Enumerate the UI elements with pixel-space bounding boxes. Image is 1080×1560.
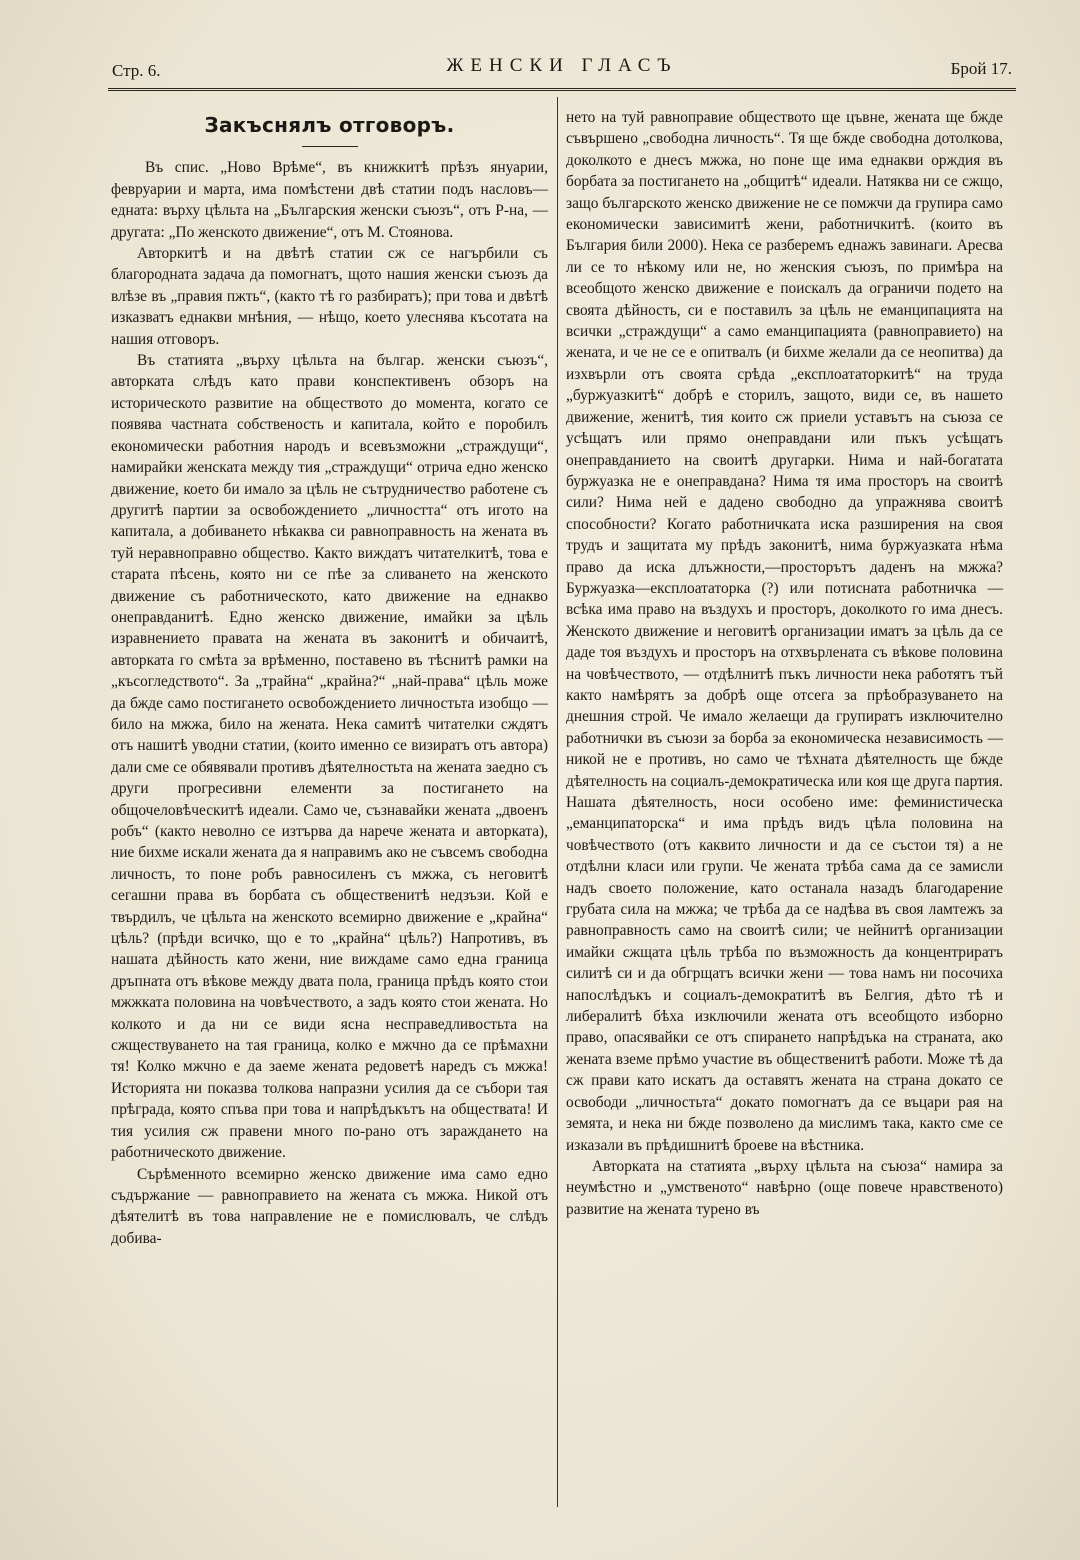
column-divider — [557, 97, 558, 1507]
header-rule — [108, 88, 1016, 91]
page-number: Стр. 6. — [112, 61, 161, 80]
left-column — [111, 105, 548, 1249]
paragraph: Въ спис. „Ново Врѣме“, въ книжкитѣ прѣзъ януарии, февруарии и марта, има помѣстени двѣ статии подъ насловъ—едната: върху цѣльта на „Българския женски съюзъ“, отъ Р-на, — другата: „По женското движение“, отъ М. Стоянова. — [111, 159, 548, 241]
paragraph: нето на туй равноправие обществото ще цъвне, жената ще бжде съвършено „свободна личность“. Тя ще бжде свободна дотолкова, доколкото е днесъ мжжа, но поне ще има еднакви орждия въ борбата за постигането на „общитѣ“ идеали. Натяква ни се сжщо, защо българското женско движение не се помжчи да групира само економически зависимитѣ жени, работничкитѣ. (които въ България били 2000). Нека се разберемъ еднажъ завинаги. Арeсва ли се то нѣкому или не, но женския съюзъ, по примѣра на всеобщото женско движение е поискалъ да ограничи подето на своята дѣйность, си е поставилъ за цѣль не еманципацията на всички „страждущи“ а само еманципацията (равноправието) на жената, и че не се е опитвалъ (и бихме желали да се неопитва) да изхвърли отъ своята срѣда „експлоататоркитѣ“ на труда „буржуазкитѣ“ добрѣ е сторилъ, защото, види се, въ нашето движение, женитѣ, тия които сж приели уставътъ на съюза се усѣщатъ или прямо онеправдани или пъкъ усѣщатъ онеправданието на своитѣ другарки. Нима и най-богатата буржуазка не е онеправдана? Нима тя има просторъ на своитѣ сили? Нима ней е дадено свободно да упражнява своитѣ способности? Когато работничката иска разширения на своя трудъ и защитата му прѣдъ законитѣ, нима буржуазката нѣма право да иска длъжности,—просторътъ даденъ на мжжа? Буржуазка—експлоататорка (?) или потиснатa работничка — всѣка има право на въздухъ и просторъ, доколкото го има днесъ. Женското движение и неговитѣ организации иматъ за цѣль да се даде тоя въздухъ и просторъ на отхвърлената съ вѣкове половина на човѣчеството, — отдѣлнитѣ пъкъ личности нека работятъ тъй както намѣрятъ за добрѣ още отсега за прѣобразуването на днешния строй. Че имало желаещи да групиратъ изключително работнички въ съюзи за борба за економическа независимость — никой не е противъ, но само че тѣхната дѣятелность ще бжде дѣятелность на социалъ-демократическа или коя ще друга партия. Нашата дѣятелность, носи особено име: феминистическа „еманципаторска“ и има прѣдъ видъ цѣла половина на човѣчеството (отъ каквито личности и да се състои тя) а не отдѣлни класи или групи. Че жената трѣба сама да се замисли надъ своето положение, като останала назадъ благодарение грубата сила на мжжа; че трѣба да се надѣва въ своя ламтежъ за равноправность само на своитѣ сили; че нейнитѣ организации имайки сжщата цѣль трѣба по възможность да концентриратъ силитѣ си и да обгрщатъ всички жени — това намъ ни посочиха напослѣдъкъ и социалъ-демократитѣ въ Белгия, дѣто тѣ и либералитѣ бѣха изключили жената отъ всеобщото изборно право, опасявайки се отъ спирането напрѣдъка на страната, ако жената взeме прѣмо участие въ общественитѣ работи. Може тѣ да сж прави като искатъ да оставятъ жената на страна докато се освободи „личностьта“ докато помогнатъ да се въцари рая на земята, и нека ни бжде позволено да мислимъ така, както сме се изказали въ прѣдишнитѣ броеве на вѣстника. — [566, 109, 1003, 1154]
paragraph: Авторкитѣ и на двѣтѣ статии сж се нагърбили съ благородната задача да помогнатъ, щото нашия женски съюзъ да влѣзе въ „правия пжть“, (както тѣ го разбиратъ); при това и двѣтѣ изказватъ еднакви мнѣния, — нѣщо, което улеснява късотата на нашия отговоръ. — [111, 245, 548, 348]
paragraph: Въ статията „върху цѣльта на българ. женски съюзъ“, авторката слѣдъ като прави конспективенъ обзоръ на историческото развитие на обществото до момента, когато се появява частната собственость и капитала, който е поробилъ економически работния народъ и всевъзможни „страждущи“, намирайки женската между тия „страждущи“ отрича едно женско движение, което би имало за цѣль не сътрудничество работене съ другитѣ партии за освобождението „личността“ отъ игото на капитала, а добиването нѣкаква си равноправность на жената въ туй неравноправно общество. Както виждатъ читателкитѣ, това е старата пѣсень, която ни се пѣе за сливането на женското движение съ работническото, като движение на еднакво онеправданитѣ. Едно женско движение, имайки за цѣль изравнението правата на жената въ законитѣ и обичаитѣ, авторката го смѣта за врѣменно, поставено въ тѣснитѣ рамки на „късогледството“. За „трайна“ „крайна?“ „най-права“ цѣль може да бжде само постигането освобождението личностьта изобщо — било на мжжа, било на жената. Нека самитѣ читателки сждятъ отъ нашитѣ уводни статии, (които именно се визиратъ отъ автора) дали сме се обявявали противъ дѣятелностьта на жената заедно съ други прогресивни елементи за постигането на общочеловѣческитѣ идеали. Само че, съзнавайки жената „двоенъ робъ“ (както неволно се изтърва да нарече жената и авторката), ние бихме искали жената да я направимъ ако не съвсемъ свободна личность, то поне робъ равносиленъ съ мжжа, съ неговитѣ сегашни права въ борбата съ общественитѣ недзъзи. Кой е твърдилъ, че цѣльта на женското всемирно движение е „крайна“ цѣль? (прѣди всичко, що е то „крайна“ цѣль?) Напротивъ, въ нашата дѣйность като жени, ние виждаме само една граница дръпната отъ вѣкове между двата пола, граница прѣдъ която стои мжжката половина на човѣчеството, а задъ която стои жената. Но колкото и да ни се види ясна несправедливостьта на сжществуването на тая граница, колко е мжчно да се прѣмахни тя! Колко мжчно е да заеме жената редоветѣ наредъ съ мжжа! Историята ни показва толкова напразни усилия да се събори тая прѣграда, която спъва при това и напрѣдъкътъ на обществата! И тия усилия сж правени много по-рано отъ зараждането на работническото движение. — [111, 352, 548, 1162]
page-header — [112, 55, 1012, 85]
article-title: Закъснялъ отговоръ. — [204, 113, 455, 137]
paragraph: Сърѣменното всемирно женско движение има само едно съдържание — равноправието на жената съ мжжа. Никой отъ дѣятелитѣ въ това направление не е помислювалъ, че слѣдъ добива- — [111, 1165, 548, 1247]
journal-title: ЖЕНСКИ ГЛАСЪ — [446, 55, 678, 76]
issue-number: Брой 17. — [950, 59, 1012, 78]
title-divider — [302, 146, 358, 147]
paragraph: Авторката на статията „върху цѣльта на съюза“ намира за неумѣстно и „умственото“ навѣрно (още повече нравственото) развитие на жената турено въ — [566, 1157, 1003, 1218]
right-column — [566, 107, 1003, 1220]
